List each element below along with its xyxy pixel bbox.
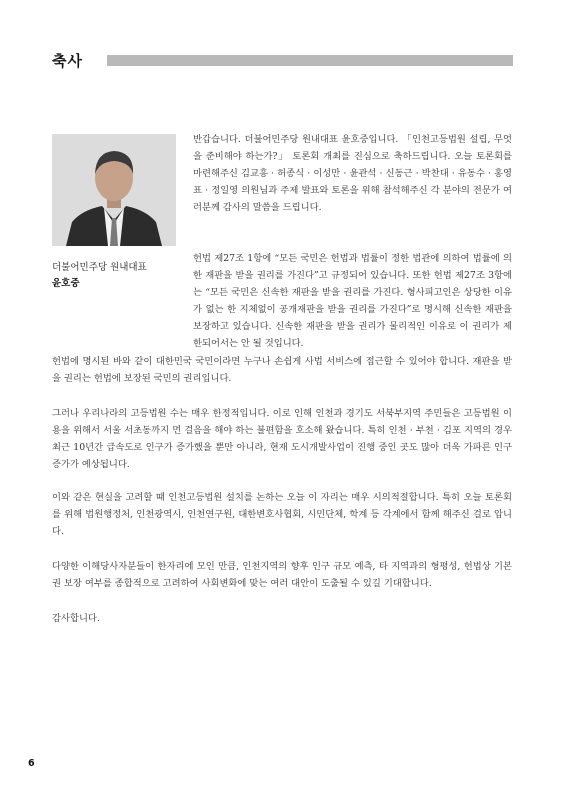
paragraph-2-container bbox=[193, 250, 512, 352]
paragraph-3-container bbox=[52, 405, 512, 473]
paragraph-6-container bbox=[52, 610, 512, 627]
paragraph-4-container bbox=[52, 489, 512, 540]
section-title: 축사 bbox=[52, 52, 83, 70]
paragraph-3: 그러나 우리나라의 고등법원 수는 매우 한정적입니다. 이로 인해 인천과 경기도 서북부지역 주민들은 고등법원 이용을 위해서 서울 서초동까지 먼 걸음을 해야 하는 불편함을 호소해 왔습니다. 특히 인천 · 부천 · 김포 지역의 경우 최근 10년간 급속도로 인구가 증가했을 뿐만 아니라, 현재 도시개발사업이 진행 중인 곳도 많아 더욱 가파른 인구증가가 예상됩니다. bbox=[52, 408, 512, 470]
paragraph-5-container bbox=[52, 558, 512, 592]
paragraph-2b: 헌법에 명시된 바와 같이 대한민국 국민이라면 누구나 손쉽게 사법 서비스에 접근할 수 있어야 합니다. 재판을 받을 권리는 헌법에 보장된 국민의 권리입니다. bbox=[52, 356, 512, 384]
paragraph-1: 반갑습니다. 더불어민주당 원내대표 윤호중입니다. 「인천고등법원 설립, 무엇을 준비해야 하는가?」 토론회 개최를 진심으로 축하드립니다. 오늘 토론회를 마련해주신 김교흥 · 허종식 · 이성만 · 윤관석 · 신동근 · 박찬대 · 유동수 · 홍영표 · 정일영 의원님과 주제 발표와 토론을 위해 참석해주신 각 분야의 전문가 여러분께 감사의 말씀을 드립니다. bbox=[193, 134, 512, 213]
closing-remark: 감사합니다. bbox=[52, 613, 100, 624]
title-bar bbox=[107, 55, 513, 66]
paragraph-1-container bbox=[193, 131, 512, 216]
page-number: 6 bbox=[28, 758, 35, 769]
paragraph-2: 헌법 제27조 1항에 “모든 국민은 헌법과 법률이 정한 법관에 의하여 법률에 의한 재판을 받을 권리를 가진다”고 규정되어 있습니다. 또한 헌법 제27조 3항에는 “모든 국민은 신속한 재판을 받을 권리를 가진다. 형사피고인은 상당한 이유가 없는 한 지체없이 공개재판을 받을 권리를 가진다”로 명시해 신속한 재판을 보장하고 있습니다. 신속한 재판을 받을 권리가 물리적인 이유로 이 권리가 제한되어서는 안 될 것입니다. bbox=[193, 253, 512, 349]
speaker-photo bbox=[52, 134, 176, 246]
speaker-portrait-icon bbox=[52, 134, 176, 246]
speaker-name: 윤호중 bbox=[52, 278, 80, 289]
speaker-role: 더불어민주당 원내대표 bbox=[52, 262, 147, 273]
paragraph-5: 다양한 이해당사자분들이 한자리에 모인 만큼, 인천지역의 향후 인구 규모 예측, 타 지역과의 형평성, 헌법상 기본권 보장 여부를 종합적으로 고려하여 사회변화에 맞는 여러 대안이 도출될 수 있길 기대합니다. bbox=[52, 561, 512, 589]
paragraph-2b-container bbox=[52, 353, 512, 387]
paragraph-4: 이와 같은 현실을 고려할 때 인천고등법원 설치를 논하는 오늘 이 자리는 매우 시의적절합니다. 특히 오늘 토론회를 위해 법원행정처, 인천광역시, 인천연구원, 대한변호사협회, 시민단체, 학계 등 각계에서 함께 해주신 걸로 압니다. bbox=[52, 492, 512, 537]
